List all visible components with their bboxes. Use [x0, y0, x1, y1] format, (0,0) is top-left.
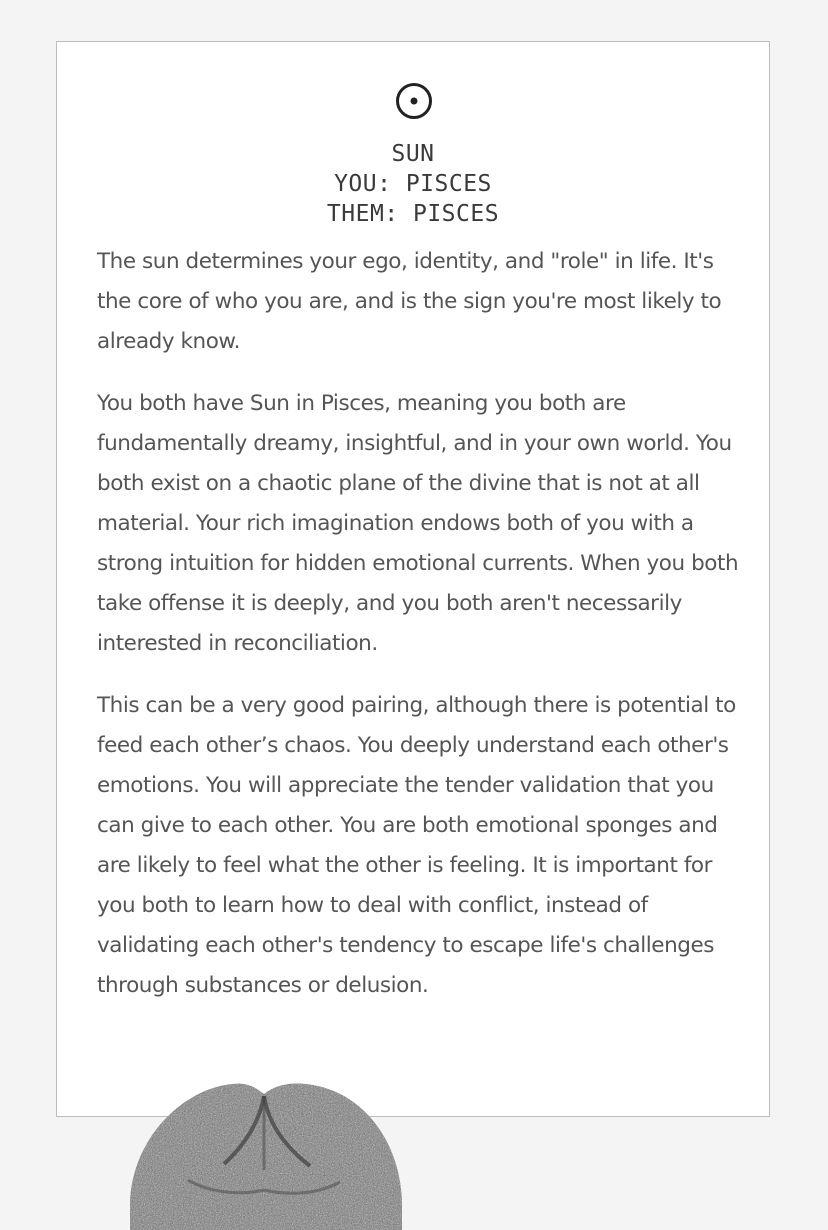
- planet-title: SUN: [391, 141, 435, 167]
- paragraph-pairing: This can be a very good pairing, although there is potential to feed each other’s chaos. You deeply understand each other's emotions. You will appreciate the tender validation that you can give to each other. You are both emotional sponges and are likely to feel what the other is feeling. It is important for you both to learn how to deal with conflict, instead of validating each other's tendency to escape life's challenges through substances or delusion.: [97, 693, 736, 998]
- your-sign: YOU: PISCES: [334, 171, 492, 197]
- description: [97, 242, 745, 1028]
- sand-dollar-stone-image: [128, 1080, 404, 1230]
- their-sign: THEM: PISCES: [326, 201, 500, 227]
- paragraph-intro: The sun determines your ego, identity, and "role" in life. It's the core of who you are, and is the sign you're most likely to already know.: [97, 249, 722, 354]
- paragraph-traits: You both have Sun in Pisces, meaning you both are fundamentally dreamy, insightful, and in your own world. You both exist on a chaotic plane of the divine that is not at all material. Your rich imagination endows both of you with a strong intuition for hidden emotional currents. When you both take offense it is deeply, and you both aren't necessarily interested in reconciliation.: [97, 391, 739, 656]
- sun-symbol-icon: [395, 82, 433, 120]
- compatibility-card: [56, 41, 770, 1117]
